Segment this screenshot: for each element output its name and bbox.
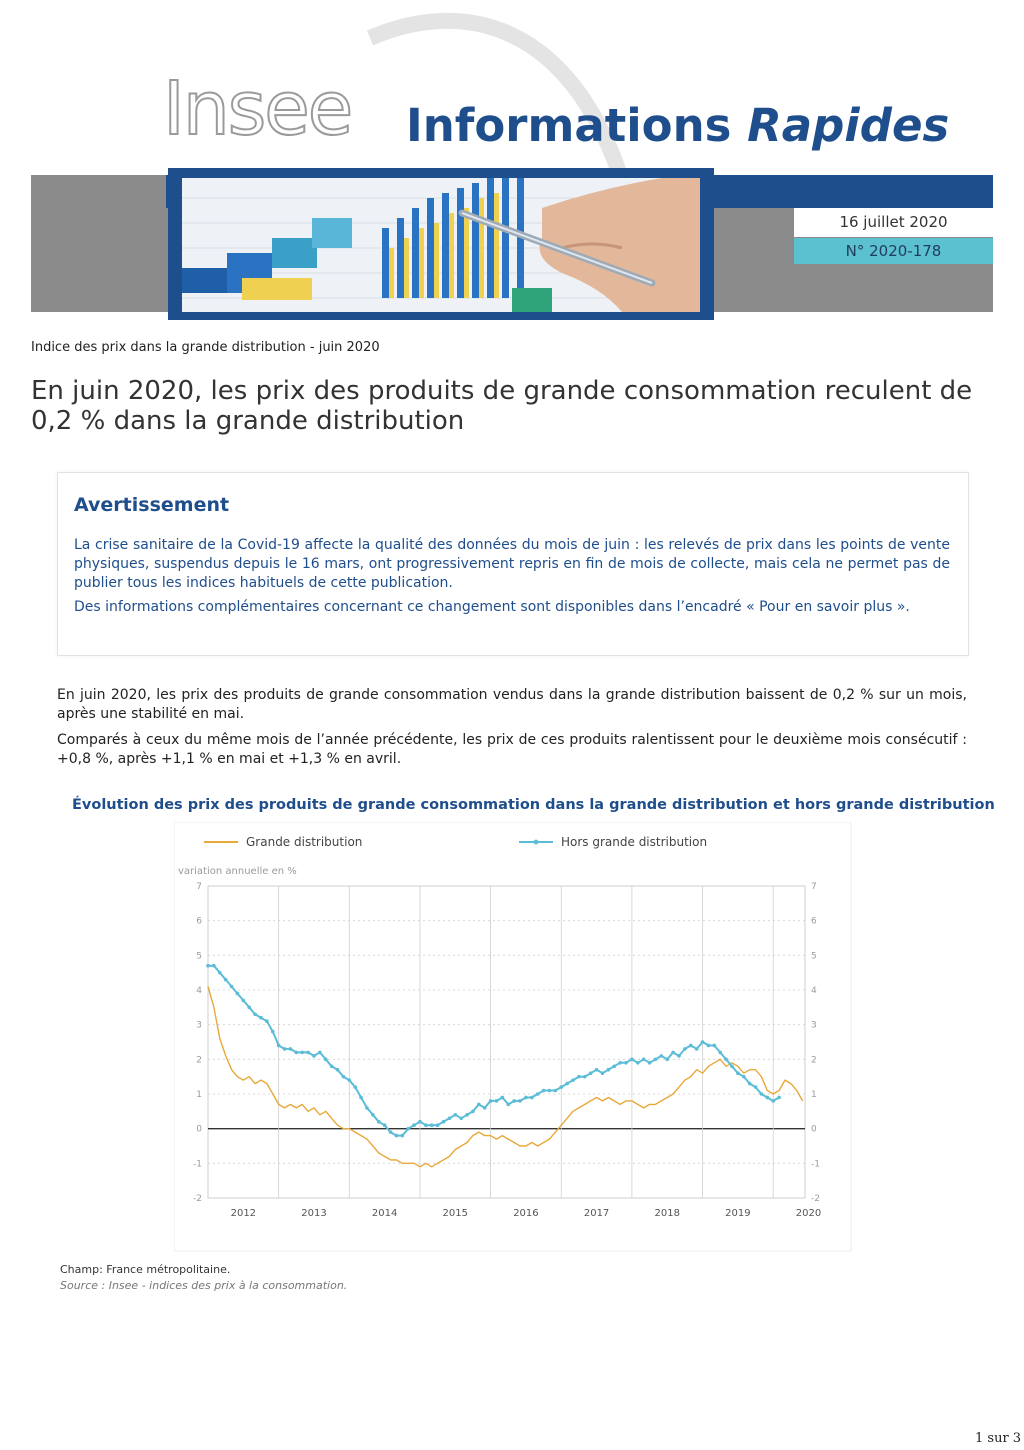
series-point — [389, 1130, 393, 1134]
series-point — [330, 1064, 334, 1068]
series-point — [707, 1044, 711, 1048]
series-point — [448, 1116, 452, 1120]
series-point — [336, 1068, 340, 1072]
series-point — [348, 1078, 352, 1082]
y-tick-label-right: 1 — [811, 1090, 817, 1100]
header-photo-illustration — [182, 178, 700, 312]
header-photo — [168, 168, 714, 320]
series-point — [477, 1103, 481, 1107]
series-point — [536, 1092, 540, 1096]
y-tick-label-right: 0 — [811, 1124, 817, 1135]
series-point — [312, 1054, 316, 1058]
publication-title-italic: Rapides — [747, 99, 950, 152]
y-tick-label-left: 1 — [196, 1090, 202, 1100]
series-point — [400, 1134, 404, 1138]
series-point — [648, 1061, 652, 1065]
series-point — [371, 1113, 375, 1117]
series-point — [530, 1096, 534, 1100]
page-number: 1 sur 3 — [975, 1431, 1022, 1446]
series-point — [359, 1096, 363, 1100]
y-tick-label-right: 6 — [811, 916, 817, 927]
body-paragraph-2: Comparés à ceux du même mois de l’année précédente, les prix de ces produits ralentissent pour le deuxième mois consécutif : +0,8 %, après +1,1 % en mai et +1,3 % en avril. — [57, 732, 967, 767]
series-point — [206, 964, 210, 968]
series-point — [406, 1127, 410, 1131]
series-point — [559, 1085, 563, 1089]
series-point — [236, 992, 240, 996]
series-point — [365, 1106, 369, 1110]
note-source: Source : Insee - indices des prix à la consommation. — [60, 1279, 348, 1292]
series-point — [501, 1096, 505, 1100]
series-point — [642, 1058, 646, 1062]
series-point — [718, 1051, 722, 1055]
series-point — [271, 1030, 275, 1034]
y-tick-label-left: 3 — [196, 1020, 202, 1031]
x-tick-label: 2014 — [371, 1208, 398, 1219]
x-tick-label: 2019 — [725, 1208, 751, 1219]
series-point — [459, 1116, 463, 1120]
series-point — [318, 1051, 322, 1055]
series-point — [624, 1061, 628, 1065]
series-point — [489, 1099, 493, 1103]
series-point — [300, 1051, 304, 1055]
price-evolution-chart — [174, 822, 852, 1252]
series-point — [583, 1075, 587, 1079]
series-point — [548, 1089, 552, 1093]
y-tick-label-left: 6 — [196, 916, 202, 927]
series-point — [748, 1082, 752, 1086]
x-tick-label: 2015 — [442, 1208, 469, 1219]
series-point — [306, 1051, 310, 1055]
series-point — [430, 1123, 434, 1127]
y-tick-label-right: -1 — [811, 1159, 820, 1170]
series-point — [713, 1044, 717, 1048]
legend-label: Hors grande distribution — [561, 835, 708, 849]
series-point — [259, 1016, 263, 1020]
series-point — [289, 1047, 293, 1051]
y-tick-label-right: 7 — [811, 882, 817, 892]
series-point — [453, 1113, 457, 1117]
series-point — [277, 1044, 281, 1048]
series-point — [418, 1120, 422, 1124]
publication-title — [406, 99, 950, 152]
series-point — [483, 1106, 487, 1110]
series-point — [324, 1058, 328, 1062]
series-point — [242, 999, 246, 1003]
series-point — [495, 1099, 499, 1103]
series-point — [295, 1051, 299, 1055]
y-tick-label-left: 4 — [196, 986, 202, 996]
series-point — [771, 1099, 775, 1103]
series-point — [471, 1110, 475, 1114]
legend-label: Grande distribution — [246, 835, 363, 849]
series-point — [589, 1071, 593, 1075]
series-point — [353, 1085, 357, 1089]
series-point — [506, 1103, 510, 1107]
insee-logo: Insee — [163, 66, 352, 152]
series-point — [595, 1068, 599, 1072]
warning-paragraph-1: La crise sanitaire de la Covid-19 affecte la qualité des données du mois de juin : les relevés de prix dans les points de vente physiques, suspendus depuis le 16 mars, ont progressivement repris en fin de mois de collecte, mais cela ne permet pas de publier tous les indices habituels de cette publication. — [74, 537, 950, 591]
series-point — [283, 1047, 287, 1051]
series-point — [247, 1006, 251, 1010]
series-point — [571, 1078, 575, 1082]
series-point — [607, 1068, 611, 1072]
publication-title-regular: Informations — [406, 99, 732, 152]
series-point — [689, 1044, 693, 1048]
series-point — [565, 1082, 569, 1086]
series-point — [524, 1096, 528, 1100]
chart-title: Évolution des prix des produits de grande consommation dans la grande distribution et hors grande distribution — [72, 797, 995, 813]
series-point — [377, 1120, 381, 1124]
series-point — [654, 1058, 658, 1062]
warning-box — [57, 472, 969, 656]
series-point — [518, 1099, 522, 1103]
series-point — [677, 1054, 681, 1058]
series-point — [766, 1096, 770, 1100]
series-point — [671, 1051, 675, 1055]
series-point — [218, 971, 222, 975]
publication-date: 16 juillet 2020 — [794, 208, 993, 237]
body-paragraph-1: En juin 2020, les prix des produits de grande consommation vendus dans la grande distribution baissent de 0,2 % sur un mois, après une stabilité en mai. — [57, 687, 967, 722]
series-point — [742, 1075, 746, 1079]
warning-paragraph-2: Des informations complémentaires concernant ce changement sont disponibles dans l’encadré « Pour en savoir plus ». — [74, 599, 910, 615]
series-point — [424, 1123, 428, 1127]
y-tick-label-left: 5 — [196, 951, 202, 962]
series-point — [754, 1085, 758, 1089]
series-point — [395, 1134, 399, 1138]
series-point — [736, 1071, 740, 1075]
y-tick-label-left: 2 — [196, 1055, 202, 1066]
y-tick-label-right: 3 — [811, 1020, 817, 1031]
series-point — [436, 1123, 440, 1127]
x-tick-label: 2018 — [654, 1208, 680, 1219]
series-point — [777, 1096, 781, 1100]
note-champ: Champ: France métropolitaine. — [60, 1263, 231, 1276]
series-point — [724, 1058, 728, 1062]
series-point — [665, 1058, 669, 1062]
series-point — [465, 1113, 469, 1117]
series-point — [636, 1061, 640, 1065]
x-tick-label: 2020 — [795, 1208, 822, 1219]
y-tick-label-right: -2 — [811, 1194, 820, 1204]
series-point — [442, 1120, 446, 1124]
series-point — [601, 1071, 605, 1075]
x-tick-label: 2013 — [301, 1208, 327, 1219]
publication-number: N° 2020-178 — [794, 238, 993, 264]
series-point — [730, 1064, 734, 1068]
y-tick-label-right: 5 — [811, 951, 817, 962]
series-point — [224, 978, 228, 982]
series-point — [512, 1099, 516, 1103]
series-point — [695, 1047, 699, 1051]
series-point — [618, 1061, 622, 1065]
x-tick-label: 2017 — [583, 1208, 610, 1219]
series-point — [412, 1123, 416, 1127]
series-point — [265, 1019, 269, 1023]
series-point — [230, 985, 234, 989]
x-tick-label: 2012 — [230, 1208, 257, 1219]
series-point — [683, 1047, 687, 1051]
y-tick-label-right: 2 — [811, 1055, 817, 1066]
y-axis-label: variation annuelle en % — [178, 866, 297, 877]
series-point — [383, 1123, 387, 1127]
document-subtitle: Indice des prix dans la grande distribution - juin 2020 — [31, 340, 380, 355]
series-point — [660, 1054, 664, 1058]
series-point — [612, 1064, 616, 1068]
document-headline: En juin 2020, les prix des produits de grande consommation reculent de 0,2 % dans la grande distribution — [31, 376, 973, 436]
y-tick-label-left: -1 — [193, 1159, 202, 1170]
series-point — [253, 1012, 257, 1016]
x-tick-label: 2016 — [513, 1208, 539, 1219]
y-tick-label-right: 4 — [811, 986, 817, 996]
series-point — [630, 1058, 634, 1062]
series-point — [701, 1040, 705, 1044]
y-tick-label-left: 0 — [196, 1124, 202, 1135]
series-point — [577, 1075, 581, 1079]
series-point — [212, 964, 216, 968]
y-tick-label-left: 7 — [196, 882, 202, 892]
series-point — [760, 1092, 764, 1096]
y-tick-label-left: -2 — [193, 1194, 202, 1204]
warning-title: Avertissement — [74, 494, 230, 516]
series-point — [554, 1089, 558, 1093]
series-point — [542, 1089, 546, 1093]
legend-marker — [534, 840, 539, 845]
series-point — [342, 1075, 346, 1079]
